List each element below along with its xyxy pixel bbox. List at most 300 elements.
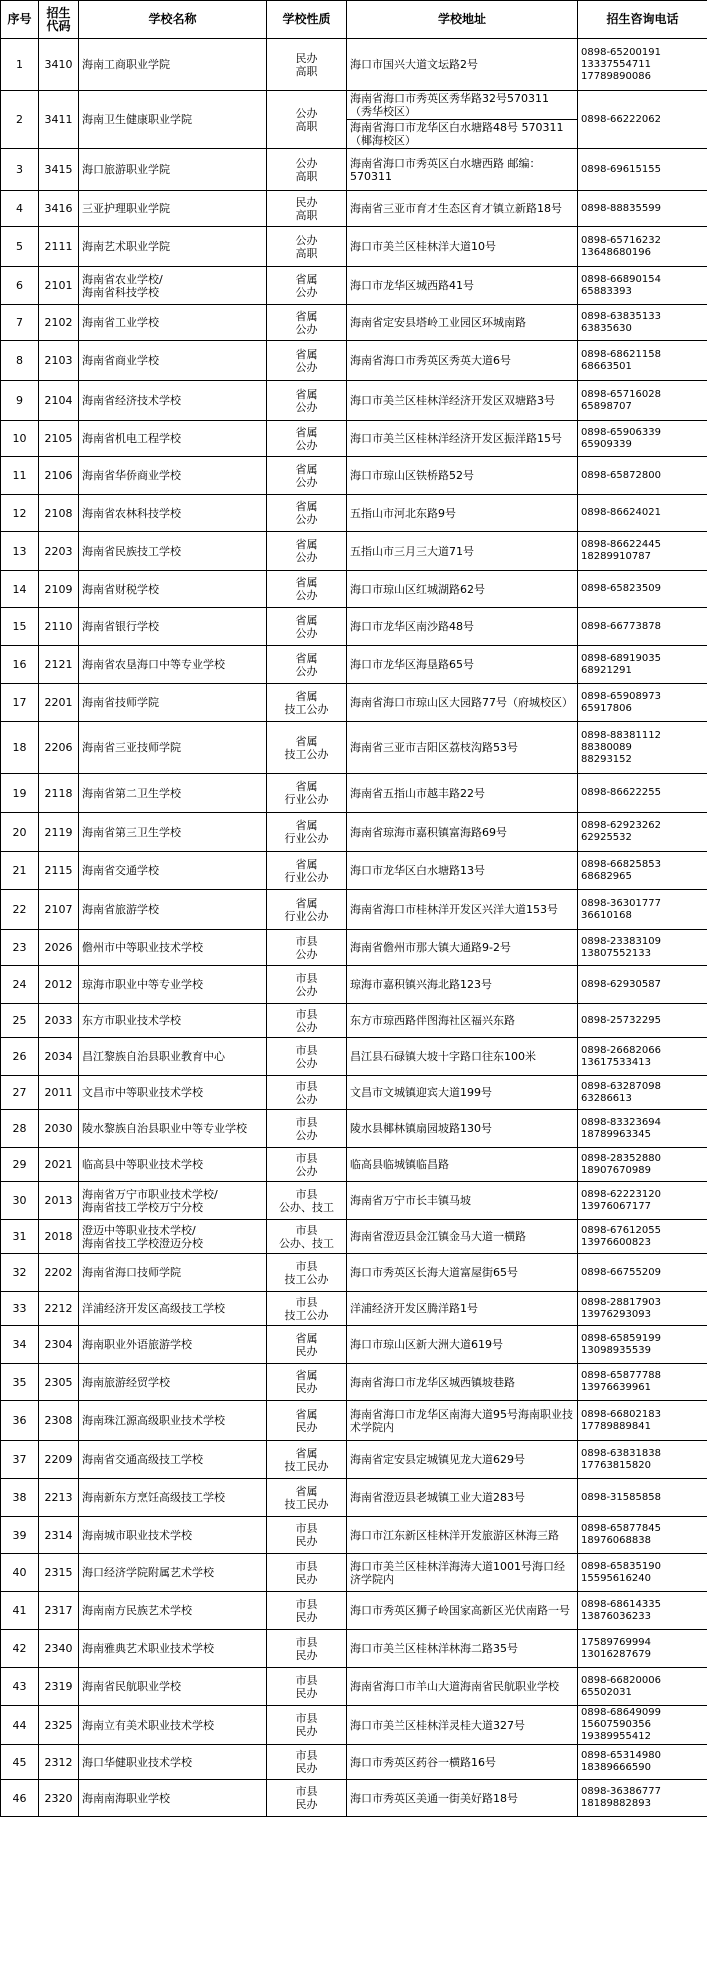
cell-school-type: 市县 公办、技工: [267, 1182, 347, 1220]
cell-address: 海口市琼山区红城湖路62号: [347, 571, 578, 608]
cell-school-name: 海南省交通学校: [79, 852, 267, 890]
cell-code: 2121: [39, 646, 79, 684]
cell-school-type: 省属 民办: [267, 1401, 347, 1441]
cell-school-type: 市县 公办: [267, 1004, 347, 1038]
cell-phone: 0898-65906339 65909339: [578, 421, 707, 457]
cell-address: 海南省定安县定城镇见龙大道629号: [347, 1441, 578, 1479]
cell-code: 2317: [39, 1592, 79, 1630]
cell-code: 2021: [39, 1148, 79, 1182]
cell-address: 文昌市文城镇迎宾大道199号: [347, 1076, 578, 1110]
table-row: [1, 1479, 707, 1517]
cell-phone: 0898-88835599: [578, 191, 707, 227]
cell-school-type: 市县 民办: [267, 1706, 347, 1745]
cell-phone: 0898-65877788 13976639961: [578, 1364, 707, 1401]
table-row: [1, 421, 707, 457]
cell-school-type: 省属 行业公办: [267, 890, 347, 930]
cell-school-name: 海南省交通高级技工学校: [79, 1441, 267, 1479]
cell-school-name: 东方市职业技术学校: [79, 1004, 267, 1038]
cell-no: 43: [1, 1668, 39, 1706]
cell-phone: 0898-26682066 13617533413: [578, 1038, 707, 1076]
cell-phone: 0898-28352880 18907670989: [578, 1148, 707, 1182]
cell-phone: 0898-28817903 13976293093: [578, 1292, 707, 1326]
cell-no: 3: [1, 149, 39, 191]
cell-address: 海口市龙华区城西路41号: [347, 267, 578, 305]
cell-code: 2104: [39, 381, 79, 421]
cell-school-type: 市县 公办: [267, 1076, 347, 1110]
cell-school-name: 海南省民航职业学校: [79, 1668, 267, 1706]
cell-school-type: 市县 民办: [267, 1780, 347, 1817]
cell-phone: 0898-65200191 13337554711 17789890086: [578, 39, 707, 91]
cell-phone: 0898-86622255: [578, 774, 707, 813]
cell-school-type: 省属 行业公办: [267, 852, 347, 890]
table-row: [1, 1148, 707, 1182]
cell-no: 30: [1, 1182, 39, 1220]
cell-address: 海南省海口市桂林洋开发区兴洋大道153号: [347, 890, 578, 930]
cell-code: 2320: [39, 1780, 79, 1817]
cell-school-name: 海南南方民族艺术学校: [79, 1592, 267, 1630]
cell-code: 2202: [39, 1254, 79, 1292]
cell-school-type: 公办 高职: [267, 91, 347, 149]
cell-phone: 0898-68919035 68921291: [578, 646, 707, 684]
cell-phone: 0898-62223120 13976067177: [578, 1182, 707, 1220]
table-row: [1, 1706, 707, 1745]
cell-code: 2026: [39, 930, 79, 966]
cell-school-type: 民办 高职: [267, 39, 347, 91]
cell-address: 海南省五指山市越丰路22号: [347, 774, 578, 813]
cell-code: 2013: [39, 1182, 79, 1220]
table-row: [1, 722, 707, 774]
cell-code: 2319: [39, 1668, 79, 1706]
cell-no: 20: [1, 813, 39, 852]
cell-school-type: 省属 公办: [267, 532, 347, 571]
cell-school-name: 海南省万宁市职业技术学校/ 海南省技工学校万宁分校: [79, 1182, 267, 1220]
cell-code: 2209: [39, 1441, 79, 1479]
table-row: [1, 1182, 707, 1220]
cell-code: 2308: [39, 1401, 79, 1441]
cell-school-name: 海南省银行学校: [79, 608, 267, 646]
cell-school-type: 省属 公办: [267, 305, 347, 341]
cell-address: 海南省海口市秀英区秀华路32号570311 （秀华校区）: [347, 91, 578, 120]
cell-phone: 0898-67612055 13976600823: [578, 1220, 707, 1254]
table-row: [1, 966, 707, 1004]
cell-school-type: 市县 民办: [267, 1745, 347, 1780]
table-row: [1, 381, 707, 421]
cell-school-type: 市县 公办: [267, 1038, 347, 1076]
table-row: [1, 305, 707, 341]
table-row: [1, 1668, 707, 1706]
cell-school-name: 海南珠江源高级职业技术学校: [79, 1401, 267, 1441]
cell-school-name: 洋浦经济开发区高级技工学校: [79, 1292, 267, 1326]
cell-school-name: 陵水黎族自治县职业中等专业学校: [79, 1110, 267, 1148]
cell-code: 2103: [39, 341, 79, 381]
cell-code: 2111: [39, 227, 79, 267]
cell-school-name: 海口旅游职业学院: [79, 149, 267, 191]
cell-code: 2033: [39, 1004, 79, 1038]
cell-no: 9: [1, 381, 39, 421]
cell-address: 海南省儋州市那大镇大通路9-2号: [347, 930, 578, 966]
cell-phone: 0898-65908973 65917806: [578, 684, 707, 722]
cell-no: 10: [1, 421, 39, 457]
cell-no: 16: [1, 646, 39, 684]
cell-address: 海南省三亚市育才生态区育才镇立新路18号: [347, 191, 578, 227]
cell-address: 海口市美兰区桂林洋林海二路35号: [347, 1630, 578, 1668]
cell-address: 陵水县椰林镇扇园坡路130号: [347, 1110, 578, 1148]
table-row: [1, 1554, 707, 1592]
cell-no: 12: [1, 495, 39, 532]
cell-address: 海南省万宁市长丰镇马坡: [347, 1182, 578, 1220]
cell-code: 2201: [39, 684, 79, 722]
cell-school-type: 省属 公办: [267, 421, 347, 457]
cell-address: 海口市龙华区海垦路65号: [347, 646, 578, 684]
cell-school-type: 市县 民办: [267, 1517, 347, 1554]
cell-school-type: 市县 公办: [267, 1110, 347, 1148]
cell-address: 海口市国兴大道文坛路2号: [347, 39, 578, 91]
cell-school-name: 海南新东方烹饪高级技工学校: [79, 1479, 267, 1517]
cell-school-name: 海南旅游经贸学校: [79, 1364, 267, 1401]
cell-no: 5: [1, 227, 39, 267]
cell-school-type: 省属 技工民办: [267, 1441, 347, 1479]
cell-code: 2314: [39, 1517, 79, 1554]
cell-no: 35: [1, 1364, 39, 1401]
cell-no: 2: [1, 91, 39, 149]
cell-phone: 0898-66773878: [578, 608, 707, 646]
cell-code: 2109: [39, 571, 79, 608]
header-name: 学校名称: [79, 1, 267, 39]
header-no: 序号: [1, 1, 39, 39]
cell-school-type: 省属 行业公办: [267, 813, 347, 852]
table-row: [1, 91, 707, 120]
cell-address: 洋浦经济开发区腾洋路1号: [347, 1292, 578, 1326]
cell-address: 海南省海口市琼山区大园路77号（府城校区）: [347, 684, 578, 722]
cell-code: 2305: [39, 1364, 79, 1401]
cell-address: 海南省海口市秀英区秀英大道6号: [347, 341, 578, 381]
cell-school-type: 市县 公办: [267, 966, 347, 1004]
table-row: [1, 1326, 707, 1364]
cell-phone: 0898-68649099 15607590356 19389955412: [578, 1706, 707, 1745]
cell-school-type: 市县 公办、技工: [267, 1220, 347, 1254]
cell-phone: 0898-65835190 15595616240: [578, 1554, 707, 1592]
cell-address: 临高县临城镇临昌路: [347, 1148, 578, 1182]
cell-school-name: 海南省商业学校: [79, 341, 267, 381]
cell-phone: 0898-65859199 13098935539: [578, 1326, 707, 1364]
cell-school-name: 海南工商职业学院: [79, 39, 267, 91]
cell-phone: 0898-66222062: [578, 91, 707, 149]
cell-code: 2213: [39, 1479, 79, 1517]
cell-school-name: 海南雅典艺术职业技术学校: [79, 1630, 267, 1668]
cell-school-type: 省属 公办: [267, 646, 347, 684]
table-row: [1, 1254, 707, 1292]
cell-address: 海口市江东新区桂林洋开发旅游区林海三路: [347, 1517, 578, 1554]
table-row: [1, 1292, 707, 1326]
cell-school-name: 海南南海职业学校: [79, 1780, 267, 1817]
cell-school-name: 海南省华侨商业学校: [79, 457, 267, 495]
cell-no: 4: [1, 191, 39, 227]
table-row: [1, 1364, 707, 1401]
cell-school-name: 海南省经济技术学校: [79, 381, 267, 421]
cell-school-name: 海南省三亚技师学院: [79, 722, 267, 774]
cell-no: 29: [1, 1148, 39, 1182]
cell-address: 五指山市河北东路9号: [347, 495, 578, 532]
cell-phone: 0898-65823509: [578, 571, 707, 608]
cell-address: 海南省定安县塔岭工业园区环城南路: [347, 305, 578, 341]
cell-no: 7: [1, 305, 39, 341]
cell-school-name: 临高县中等职业技术学校: [79, 1148, 267, 1182]
cell-school-name: 海南省农业学校/ 海南省科技学校: [79, 267, 267, 305]
table-row: [1, 191, 707, 227]
table-row: [1, 852, 707, 890]
cell-phone: 0898-65314980 18389666590: [578, 1745, 707, 1780]
cell-address: 海口市秀英区长海大道富屋街65号: [347, 1254, 578, 1292]
cell-school-type: 民办 高职: [267, 191, 347, 227]
cell-school-type: 市县 技工公办: [267, 1292, 347, 1326]
cell-phone: 0898-25732295: [578, 1004, 707, 1038]
cell-code: 2011: [39, 1076, 79, 1110]
cell-address: 海口市美兰区桂林洋大道10号: [347, 227, 578, 267]
cell-code: 2101: [39, 267, 79, 305]
cell-code: 2304: [39, 1326, 79, 1364]
cell-no: 14: [1, 571, 39, 608]
cell-school-type: 市县 民办: [267, 1554, 347, 1592]
cell-address: 海南省海口市龙华区南海大道95号海南职业技术学院内: [347, 1401, 578, 1441]
cell-school-name: 海南省技师学院: [79, 684, 267, 722]
cell-no: 25: [1, 1004, 39, 1038]
table-row: [1, 532, 707, 571]
table-row: [1, 227, 707, 267]
cell-phone: 0898-68621158 68663501: [578, 341, 707, 381]
cell-phone: 17589769994 13016287679: [578, 1630, 707, 1668]
cell-school-type: 省属 民办: [267, 1364, 347, 1401]
header-address: 学校地址: [347, 1, 578, 39]
cell-phone: 0898-62923262 62925532: [578, 813, 707, 852]
cell-phone: 0898-83323694 18789963345: [578, 1110, 707, 1148]
table-row: [1, 813, 707, 852]
table-row: [1, 341, 707, 381]
cell-code: 2212: [39, 1292, 79, 1326]
cell-phone: 0898-36301777 36610168: [578, 890, 707, 930]
cell-school-type: 省属 民办: [267, 1326, 347, 1364]
cell-school-name: 海南省第三卫生学校: [79, 813, 267, 852]
cell-school-name: 海南省农垦海口中等专业学校: [79, 646, 267, 684]
cell-address: 海南省澄迈县金江镇金马大道一横路: [347, 1220, 578, 1254]
cell-address: 海南省琼海市嘉积镇富海路69号: [347, 813, 578, 852]
table-row: [1, 1630, 707, 1668]
cell-no: 8: [1, 341, 39, 381]
cell-school-name: 澄迈中等职业技术学校/ 海南省技工学校澄迈分校: [79, 1220, 267, 1254]
cell-school-name: 海南省财税学校: [79, 571, 267, 608]
cell-address: 昌江县石碌镇大坡十字路口往东100米: [347, 1038, 578, 1076]
cell-code: 2325: [39, 1706, 79, 1745]
cell-code: 2102: [39, 305, 79, 341]
cell-no: 13: [1, 532, 39, 571]
cell-address: 海口市琼山区新大洲大道619号: [347, 1326, 578, 1364]
cell-school-name: 海南省民族技工学校: [79, 532, 267, 571]
table-row: [1, 608, 707, 646]
cell-school-name: 海南卫生健康职业学院: [79, 91, 267, 149]
cell-no: 21: [1, 852, 39, 890]
cell-phone: 0898-68614335 13876036233: [578, 1592, 707, 1630]
cell-phone: 0898-66825853 68682965: [578, 852, 707, 890]
cell-school-type: 市县 公办: [267, 930, 347, 966]
cell-phone: 0898-66890154 65883393: [578, 267, 707, 305]
cell-no: 1: [1, 39, 39, 91]
cell-phone: 0898-31585858: [578, 1479, 707, 1517]
cell-school-name: 儋州市中等职业技术学校: [79, 930, 267, 966]
cell-code: 2110: [39, 608, 79, 646]
cell-no: 37: [1, 1441, 39, 1479]
cell-no: 24: [1, 966, 39, 1004]
cell-school-name: 琼海市职业中等专业学校: [79, 966, 267, 1004]
cell-school-type: 省属 公办: [267, 341, 347, 381]
cell-school-type: 省属 公办: [267, 267, 347, 305]
table-row: [1, 1441, 707, 1479]
table-row: [1, 457, 707, 495]
cell-no: 26: [1, 1038, 39, 1076]
cell-no: 44: [1, 1706, 39, 1745]
table-row: [1, 1592, 707, 1630]
cell-school-name: 海南省第二卫生学校: [79, 774, 267, 813]
cell-phone: 0898-23383109 13807552133: [578, 930, 707, 966]
cell-address: 东方市琼西路伴图海社区福兴东路: [347, 1004, 578, 1038]
cell-code: 3411: [39, 91, 79, 149]
cell-no: 38: [1, 1479, 39, 1517]
cell-address: 海南省澄迈县老城镇工业大道283号: [347, 1479, 578, 1517]
cell-no: 17: [1, 684, 39, 722]
cell-code: 2030: [39, 1110, 79, 1148]
cell-address: 海南省海口市羊山大道海南省民航职业学校: [347, 1668, 578, 1706]
cell-school-name: 海南省农林科技学校: [79, 495, 267, 532]
cell-address: 海口市美兰区桂林洋经济开发区双塘路3号: [347, 381, 578, 421]
cell-no: 42: [1, 1630, 39, 1668]
table-row: [1, 1220, 707, 1254]
table-row: [1, 39, 707, 91]
cell-code: 2115: [39, 852, 79, 890]
cell-school-type: 市县 民办: [267, 1630, 347, 1668]
cell-no: 46: [1, 1780, 39, 1817]
cell-no: 19: [1, 774, 39, 813]
cell-phone: 0898-66802183 17789889841: [578, 1401, 707, 1441]
table-header-row: [1, 1, 707, 39]
table-row: [1, 1076, 707, 1110]
cell-code: 2203: [39, 532, 79, 571]
cell-no: 22: [1, 890, 39, 930]
cell-school-name: 海口华健职业技术学校: [79, 1745, 267, 1780]
cell-address: 海口市龙华区南沙路48号: [347, 608, 578, 646]
cell-school-type: 市县 民办: [267, 1592, 347, 1630]
table-row: [1, 1110, 707, 1148]
cell-no: 40: [1, 1554, 39, 1592]
cell-school-name: 文昌市中等职业技术学校: [79, 1076, 267, 1110]
table-row: [1, 267, 707, 305]
cell-code: 2105: [39, 421, 79, 457]
cell-no: 36: [1, 1401, 39, 1441]
cell-phone: 0898-63831838 17763815820: [578, 1441, 707, 1479]
cell-school-name: 海南职业外语旅游学校: [79, 1326, 267, 1364]
cell-phone: 0898-62930587: [578, 966, 707, 1004]
cell-no: 39: [1, 1517, 39, 1554]
cell-phone: 0898-63835133 63835630: [578, 305, 707, 341]
cell-address: 海南省海口市龙华区城西镇坡巷路: [347, 1364, 578, 1401]
header-phone: 招生咨询电话: [578, 1, 707, 39]
cell-code: 2119: [39, 813, 79, 852]
cell-no: 34: [1, 1326, 39, 1364]
cell-address: 海口市美兰区桂林洋海涛大道1001号海口经济学院内: [347, 1554, 578, 1592]
cell-code: 2312: [39, 1745, 79, 1780]
cell-phone: 0898-36386777 18189882893: [578, 1780, 707, 1817]
cell-no: 32: [1, 1254, 39, 1292]
header-type: 学校性质: [267, 1, 347, 39]
cell-school-type: 公办 高职: [267, 227, 347, 267]
cell-school-type: 省属 公办: [267, 495, 347, 532]
cell-school-type: 省属 公办: [267, 457, 347, 495]
cell-code: 3416: [39, 191, 79, 227]
cell-school-type: 省属 公办: [267, 571, 347, 608]
cell-phone: 0898-86624021: [578, 495, 707, 532]
cell-phone: 0898-69615155: [578, 149, 707, 191]
cell-phone: 0898-65716028 65898707: [578, 381, 707, 421]
cell-code: 2118: [39, 774, 79, 813]
cell-no: 31: [1, 1220, 39, 1254]
cell-no: 11: [1, 457, 39, 495]
cell-address: 琼海市嘉积镇兴海北路123号: [347, 966, 578, 1004]
cell-address: 海南省海口市龙华区白水塘路48号 570311（椰海校区）: [347, 120, 578, 149]
cell-no: 6: [1, 267, 39, 305]
cell-phone: 0898-66820006 65502031: [578, 1668, 707, 1706]
cell-phone: 0898-88381112 88380089 88293152: [578, 722, 707, 774]
cell-code: 2012: [39, 966, 79, 1004]
cell-school-name: 海南立有美术职业技术学校: [79, 1706, 267, 1745]
cell-no: 23: [1, 930, 39, 966]
cell-code: 2107: [39, 890, 79, 930]
cell-no: 41: [1, 1592, 39, 1630]
cell-school-name: 三亚护理职业学院: [79, 191, 267, 227]
cell-address: 海口市龙华区白水塘路13号: [347, 852, 578, 890]
cell-school-type: 市县 民办: [267, 1668, 347, 1706]
cell-code: 2034: [39, 1038, 79, 1076]
cell-no: 33: [1, 1292, 39, 1326]
cell-no: 15: [1, 608, 39, 646]
cell-school-name: 昌江黎族自治县职业教育中心: [79, 1038, 267, 1076]
table-row: [1, 149, 707, 191]
cell-phone: 0898-65877845 18976068838: [578, 1517, 707, 1554]
cell-code: 2106: [39, 457, 79, 495]
cell-school-name: 海南艺术职业学院: [79, 227, 267, 267]
cell-school-type: 省属 行业公办: [267, 774, 347, 813]
header-code: 招生代码: [39, 1, 79, 39]
cell-phone: 0898-65872800: [578, 457, 707, 495]
table-row: [1, 1401, 707, 1441]
cell-code: 3410: [39, 39, 79, 91]
cell-school-name: 海南省工业学校: [79, 305, 267, 341]
cell-address: 海口市秀英区美通一街美好路18号: [347, 1780, 578, 1817]
cell-address: 海口市秀英区药谷一横路16号: [347, 1745, 578, 1780]
cell-school-type: 市县 技工公办: [267, 1254, 347, 1292]
table-row: [1, 1004, 707, 1038]
cell-school-name: 海南省机电工程学校: [79, 421, 267, 457]
cell-code: 2018: [39, 1220, 79, 1254]
cell-address: 海口市美兰区桂林洋灵桂大道327号: [347, 1706, 578, 1745]
cell-phone: 0898-65716232 13648680196: [578, 227, 707, 267]
table-row: [1, 571, 707, 608]
cell-address: 五指山市三月三大道71号: [347, 532, 578, 571]
cell-code: 2315: [39, 1554, 79, 1592]
cell-phone: 0898-66755209: [578, 1254, 707, 1292]
cell-no: 18: [1, 722, 39, 774]
cell-no: 28: [1, 1110, 39, 1148]
cell-code: 2340: [39, 1630, 79, 1668]
table-row: [1, 774, 707, 813]
cell-address: 海口市秀英区狮子岭国家高新区光伏南路一号: [347, 1592, 578, 1630]
cell-school-name: 海南省旅游学校: [79, 890, 267, 930]
